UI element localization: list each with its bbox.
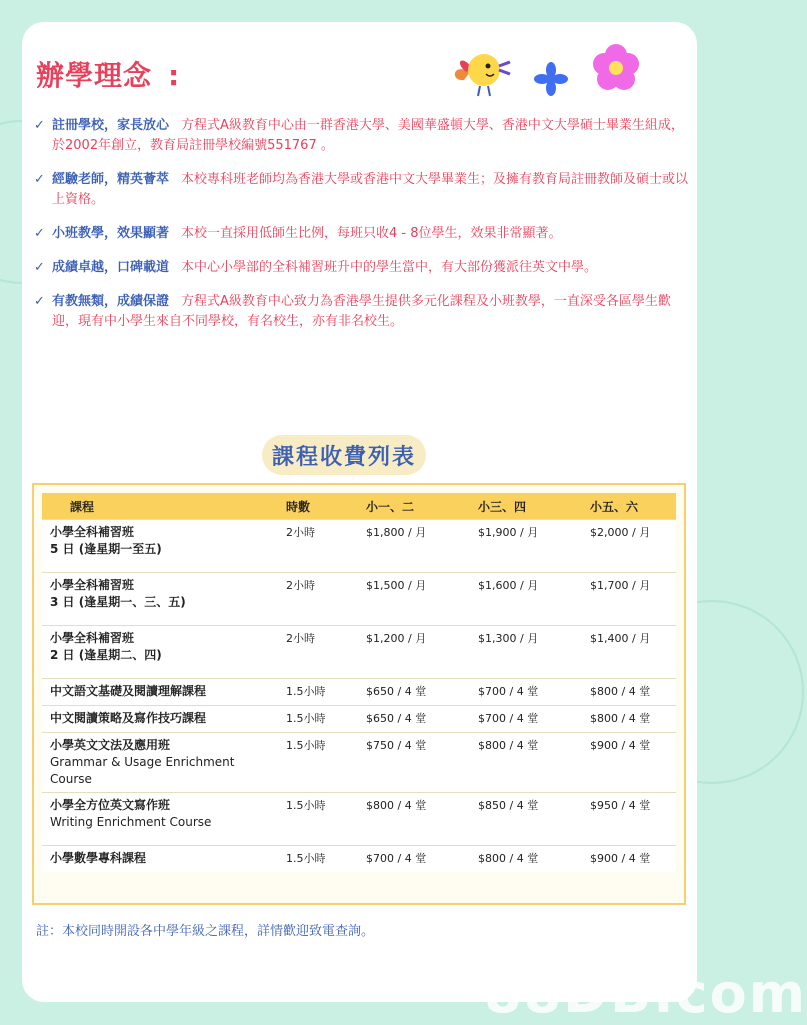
table-row [42, 679, 676, 706]
philosophy-item [32, 224, 692, 244]
footnote: 註：本校同時開設各中學年級之課程，詳情歡迎致電查詢。 [36, 924, 375, 939]
blue-flower-icon [534, 62, 568, 96]
fee-table-panel [32, 483, 686, 905]
pink-flower-icon [590, 42, 642, 94]
price-cell: $2,000 / 月 [582, 520, 676, 573]
course-cell: 中文閱讀策略及寫作技巧課程 [42, 706, 278, 733]
table-row [42, 793, 676, 846]
philosophy-item [32, 258, 692, 278]
table-row [42, 573, 676, 626]
price-cell: $1,500 / 月 [358, 573, 470, 626]
philosophy-text: 本中心小學部的全科補習班升中的學生當中，有大部份獲派往英文中學。 [181, 260, 598, 275]
price-cell: $900 / 4 堂 [582, 846, 676, 873]
price-cell: $750 / 4 堂 [358, 733, 470, 793]
hours-cell: 1.5小時 [278, 793, 358, 846]
fee-table [42, 493, 676, 872]
fee-table-title: 課程收費列表 [262, 435, 426, 475]
check-icon: ✓ [34, 226, 45, 241]
price-cell: $800 / 4 堂 [470, 733, 582, 793]
philosophy-item [32, 170, 692, 210]
watermark: 88DB.com [484, 962, 807, 1025]
price-cell: $700 / 4 堂 [358, 846, 470, 873]
price-cell: $900 / 4 堂 [582, 733, 676, 793]
philosophy-heading: 經驗老師，精英薈萃 [52, 172, 170, 187]
philosophy-text: 本校專科班老師均為香港大學或香港中文大學畢業生；及擁有教育局註冊教師及碩士或以上資格。 [52, 172, 689, 207]
check-icon: ✓ [34, 260, 45, 275]
price-cell: $800 / 4 堂 [582, 679, 676, 706]
content-card [22, 22, 807, 1025]
price-cell: $650 / 4 堂 [358, 706, 470, 733]
table-row [42, 520, 676, 573]
table-header-row [42, 493, 676, 520]
price-cell: $800 / 4 堂 [470, 846, 582, 873]
price-cell: $1,900 / 月 [470, 520, 582, 573]
header-p12: 小一、二 [358, 493, 470, 520]
price-cell: $950 / 4 堂 [582, 793, 676, 846]
philosophy-heading: 有教無類，成績保證 [52, 294, 170, 309]
price-cell: $700 / 4 堂 [470, 679, 582, 706]
hours-cell: 2小時 [278, 573, 358, 626]
philosophy-heading: 註冊學校，家長放心 [52, 118, 170, 133]
price-cell: $1,300 / 月 [470, 626, 582, 679]
header-course: 課程 [42, 493, 278, 520]
table-row [42, 733, 676, 793]
price-cell: $1,400 / 月 [582, 626, 676, 679]
table-row [42, 846, 676, 873]
philosophy-heading: 成績卓越，口碑載道 [52, 260, 170, 275]
hours-cell: 1.5小時 [278, 846, 358, 873]
philosophy-text: 方程式A級教育中心由一群香港大學、美國華盛頓大學、香港中文大學碩士畢業生組成，於2002年創立，教育局註冊學校編號551767 。 [52, 118, 684, 153]
course-cell: 小學數學專科課程 [42, 846, 278, 873]
course-cell: 小學全科補習班 5 日 (逢星期一至五) [42, 520, 278, 573]
philosophy-text: 方程式A級教育中心致力為香港學生提供多元化課程及小班教學，一直深受各區學生歡迎，現有中小學生來自不同學校，有名校生，亦有非名校生。 [52, 294, 671, 329]
header-hours: 時數 [278, 493, 358, 520]
philosophy-heading: 小班教學，效果顯著 [52, 226, 170, 241]
philosophy-text: 本校一直採用低師生比例，每班只收4 - 8位學生，效果非常顯著。 [181, 226, 562, 241]
course-cell: 小學全方位英文寫作班 Writing Enrichment Course [42, 793, 278, 846]
price-cell: $850 / 4 堂 [470, 793, 582, 846]
header-p56: 小五、六 [582, 493, 676, 520]
check-icon: ✓ [34, 172, 45, 187]
price-cell: $1,800 / 月 [358, 520, 470, 573]
philosophy-item [32, 292, 692, 332]
course-cell: 小學英文文法及應用班 Grammar & Usage Enrichment Course [42, 733, 278, 793]
hours-cell: 1.5小時 [278, 679, 358, 706]
header-p34: 小三、四 [470, 493, 582, 520]
price-cell: $700 / 4 堂 [470, 706, 582, 733]
hours-cell: 1.5小時 [278, 733, 358, 793]
course-cell: 小學全科補習班 3 日 (逢星期一、三、五) [42, 573, 278, 626]
course-cell: 小學全科補習班 2 日 (逢星期二、四) [42, 626, 278, 679]
page-title: 辦學理念 : [36, 59, 181, 92]
hours-cell: 1.5小時 [278, 706, 358, 733]
bird-icon [442, 42, 522, 102]
philosophy-item [32, 116, 692, 156]
check-icon: ✓ [34, 118, 45, 133]
course-cell: 中文語文基礎及閱讀理解課程 [42, 679, 278, 706]
price-cell: $800 / 4 堂 [358, 793, 470, 846]
price-cell: $650 / 4 堂 [358, 679, 470, 706]
table-row [42, 706, 676, 733]
table-row [42, 626, 676, 679]
check-icon: ✓ [34, 294, 45, 309]
philosophy-list [32, 116, 692, 346]
price-cell: $1,600 / 月 [470, 573, 582, 626]
price-cell: $800 / 4 堂 [582, 706, 676, 733]
hours-cell: 2小時 [278, 520, 358, 573]
price-cell: $1,700 / 月 [582, 573, 676, 626]
hours-cell: 2小時 [278, 626, 358, 679]
price-cell: $1,200 / 月 [358, 626, 470, 679]
